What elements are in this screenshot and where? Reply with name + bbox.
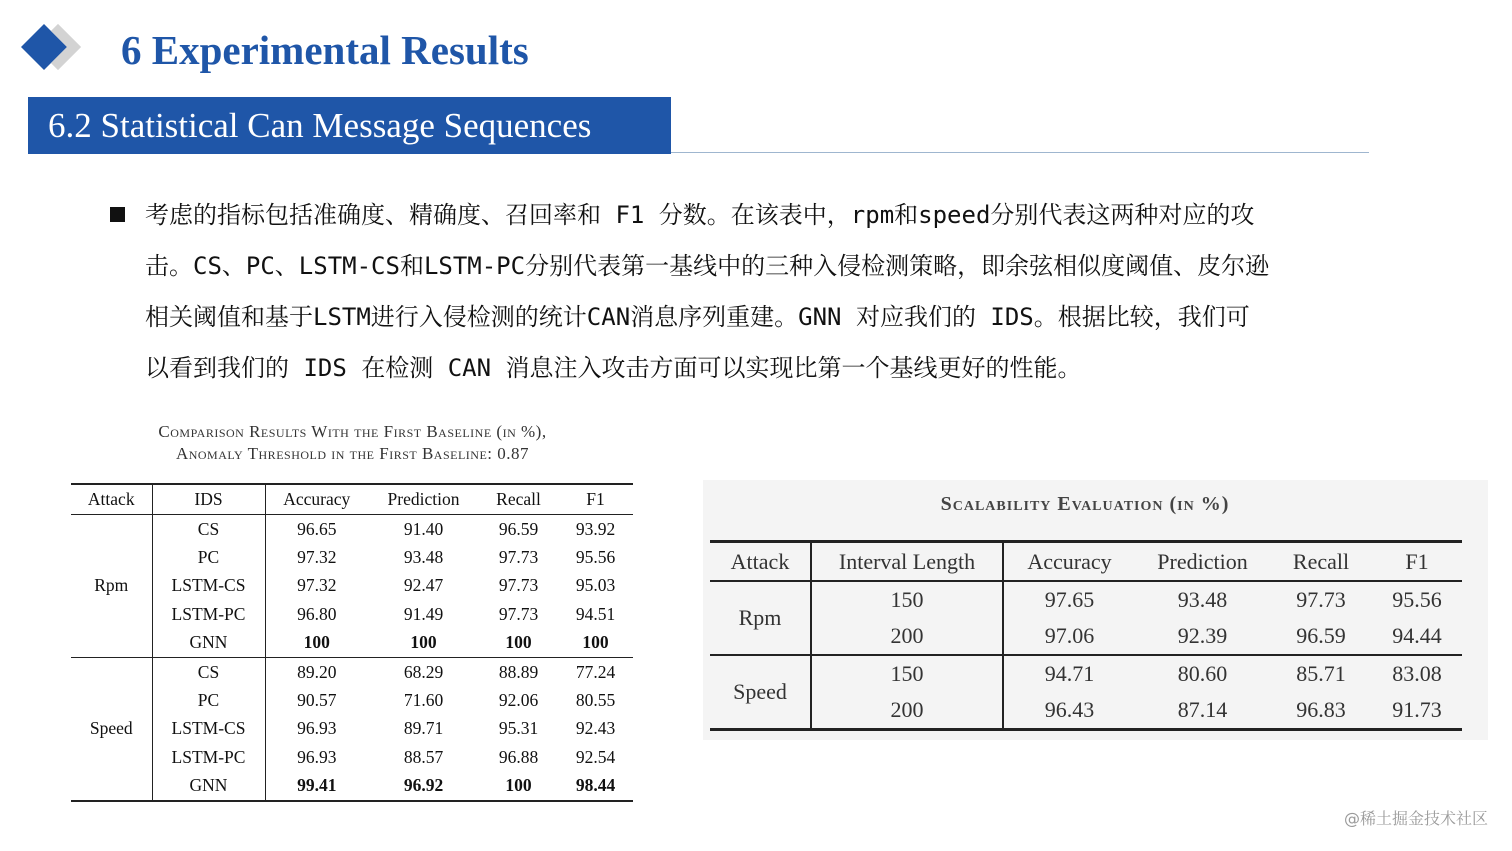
ids-cell: CS bbox=[152, 515, 265, 544]
paragraph-line: 以看到我们的 IDS 在检测 CAN 消息注入攻击方面可以实现比第一个基线更好的性能。 bbox=[145, 354, 1082, 382]
f1-cell: 91.73 bbox=[1372, 692, 1462, 730]
table-row bbox=[710, 692, 1462, 730]
prediction-cell: 80.60 bbox=[1135, 655, 1270, 692]
column-header: Recall bbox=[1270, 542, 1372, 582]
column-header: F1 bbox=[1372, 542, 1462, 582]
ids-cell: PC bbox=[152, 543, 265, 571]
column-header: F1 bbox=[558, 484, 633, 515]
f1-cell: 80.55 bbox=[575, 690, 616, 711]
ids-cell: CS bbox=[152, 657, 265, 686]
prediction-cell: 91.40 bbox=[403, 518, 444, 539]
f1-cell: 92.43 bbox=[575, 718, 616, 739]
recall-cell: 96.59 bbox=[1296, 623, 1346, 648]
recall-cell: 92.06 bbox=[498, 690, 539, 711]
recall-cell bbox=[479, 629, 558, 658]
accuracy-cell: 96.43 bbox=[1003, 692, 1135, 730]
ids-cell: LSTM-CS bbox=[152, 572, 265, 600]
bold-value: 96.92 bbox=[403, 775, 444, 796]
column-header: Accuracy bbox=[265, 484, 368, 515]
attack-cell: Rpm bbox=[71, 515, 152, 658]
bold-value: 100 bbox=[410, 632, 437, 653]
attack-cell: Speed bbox=[710, 655, 811, 730]
interval-cell: 150 bbox=[811, 655, 1003, 692]
f1-cell: 95.56 bbox=[575, 547, 616, 568]
paragraph-line: 考虑的指标包括准确度、精确度、召回率和 F1 分数。在该表中，rpm和speed分别代表这两种对应的攻 bbox=[145, 201, 1255, 229]
prediction-cell bbox=[368, 629, 479, 658]
interval-cell: 200 bbox=[811, 692, 1003, 730]
accuracy-cell: 97.65 bbox=[1044, 587, 1095, 612]
prediction-cell: 89.71 bbox=[403, 718, 444, 739]
f1-cell: 94.44 bbox=[1392, 623, 1442, 648]
accuracy-cell: 97.06 bbox=[1044, 623, 1095, 648]
accuracy-cell: 96.93 bbox=[297, 718, 337, 739]
interval-cell: 150 bbox=[811, 581, 1003, 618]
bullet-square-icon bbox=[110, 207, 125, 222]
prediction-cell: 93.48 bbox=[403, 547, 444, 568]
table2-caption-text: Scalability Evaluation (in %) bbox=[940, 493, 1230, 515]
table1-caption bbox=[70, 421, 635, 465]
accuracy-cell: 90.57 bbox=[297, 690, 337, 711]
interval-cell: 200 bbox=[811, 618, 1003, 655]
table2-caption bbox=[705, 493, 1465, 516]
watermark: @稀土掘金技术社区 bbox=[1343, 809, 1488, 828]
ids-cell: LSTM-CS bbox=[152, 715, 265, 743]
recall-cell: 85.71 bbox=[1270, 655, 1372, 692]
recall-cell: 96.83 bbox=[1270, 692, 1372, 730]
recall-cell: 96.59 bbox=[498, 518, 539, 539]
accuracy-cell bbox=[265, 772, 368, 801]
recall-cell bbox=[479, 772, 558, 801]
table-row bbox=[71, 657, 633, 686]
comparison-table bbox=[71, 483, 633, 802]
column-header: Prediction bbox=[1135, 542, 1270, 582]
page-title: 6 Experimental Results bbox=[121, 27, 529, 73]
table-row bbox=[71, 515, 633, 544]
table-row bbox=[71, 743, 633, 771]
recall-cell: 95.31 bbox=[498, 718, 539, 739]
accuracy-cell bbox=[265, 629, 368, 658]
accuracy-cell: 97.32 bbox=[297, 575, 337, 596]
bold-value: 100 bbox=[505, 775, 532, 796]
table-row bbox=[710, 655, 1462, 692]
table-row bbox=[71, 572, 633, 600]
bold-value: 100 bbox=[505, 632, 532, 653]
prediction-cell: 91.49 bbox=[403, 603, 444, 624]
column-header: Prediction bbox=[368, 484, 479, 515]
f1-cell: 95.56 bbox=[1392, 587, 1442, 612]
recall-cell: 97.73 bbox=[498, 603, 539, 624]
column-header: IDS bbox=[152, 484, 265, 515]
f1-cell: 83.08 bbox=[1372, 655, 1462, 692]
table-row bbox=[71, 715, 633, 743]
recall-cell: 97.73 bbox=[498, 547, 539, 568]
scalability-table bbox=[710, 540, 1462, 731]
prediction-cell: 92.47 bbox=[403, 575, 444, 596]
table-header-row bbox=[71, 484, 633, 515]
f1-cell: 92.54 bbox=[575, 746, 616, 767]
column-header: Accuracy bbox=[1003, 542, 1135, 582]
table-row bbox=[71, 543, 633, 571]
accuracy-cell: 97.32 bbox=[297, 547, 337, 568]
column-header: Attack bbox=[71, 484, 152, 515]
accuracy-cell: 96.65 bbox=[297, 518, 337, 539]
f1-cell: 95.03 bbox=[575, 575, 616, 596]
accuracy-cell: 89.20 bbox=[265, 657, 368, 686]
f1-cell: 77.24 bbox=[558, 657, 633, 686]
table1-caption-line: Comparison Results With the First Baseline (in %), bbox=[158, 422, 547, 441]
accuracy-cell: 94.71 bbox=[1003, 655, 1135, 692]
ids-cell: GNN bbox=[152, 772, 265, 801]
table-row bbox=[71, 629, 633, 658]
ids-cell: PC bbox=[152, 686, 265, 714]
recall-cell: 97.73 bbox=[1296, 587, 1346, 612]
description-paragraph bbox=[145, 190, 1430, 394]
recall-cell: 88.89 bbox=[479, 657, 558, 686]
f1-cell bbox=[558, 772, 633, 801]
bold-value: 100 bbox=[303, 632, 330, 653]
prediction-cell: 93.48 bbox=[1177, 587, 1228, 612]
accuracy-cell: 96.93 bbox=[297, 746, 337, 767]
table-header-row bbox=[710, 542, 1462, 582]
recall-cell: 96.88 bbox=[498, 746, 539, 767]
paragraph-line: 击。CS、PC、LSTM-CS和LSTM-PC分别代表第一基线中的三种入侵检测策略，即余弦相似度阈值、皮尔逊 bbox=[145, 252, 1270, 280]
ids-cell: LSTM-PC bbox=[152, 600, 265, 628]
prediction-cell: 68.29 bbox=[368, 657, 479, 686]
section-divider bbox=[671, 152, 1369, 153]
ids-cell: GNN bbox=[152, 629, 265, 658]
column-header: Interval Length bbox=[811, 542, 1003, 582]
table-row bbox=[710, 581, 1462, 618]
logo-icon bbox=[18, 22, 98, 72]
recall-cell: 97.73 bbox=[498, 575, 539, 596]
bold-value: 99.41 bbox=[297, 775, 337, 796]
attack-cell: Speed bbox=[71, 657, 152, 800]
f1-cell: 94.51 bbox=[575, 603, 616, 624]
table-row bbox=[71, 600, 633, 628]
attack-cell: Rpm bbox=[710, 581, 811, 655]
table-row bbox=[710, 618, 1462, 655]
accuracy-cell: 96.80 bbox=[297, 603, 337, 624]
prediction-cell: 87.14 bbox=[1135, 692, 1270, 730]
f1-cell: 93.92 bbox=[575, 518, 616, 539]
table1-caption-line: Anomaly Threshold in the First Baseline: 0.87 bbox=[175, 444, 530, 463]
column-header: Attack bbox=[710, 542, 811, 582]
table-row bbox=[71, 686, 633, 714]
table-row bbox=[71, 772, 633, 801]
prediction-cell: 92.39 bbox=[1177, 623, 1228, 648]
bold-value: 98.44 bbox=[575, 775, 616, 796]
prediction-cell: 88.57 bbox=[403, 746, 444, 767]
section-heading: 6.2 Statistical Can Message Sequences bbox=[28, 97, 671, 154]
paragraph-line: 相关阈值和基于LSTM进行入侵检测的统计CAN消息序列重建。GNN 对应我们的 IDS。根据比较，我们可 bbox=[145, 303, 1250, 331]
prediction-cell: 71.60 bbox=[403, 690, 444, 711]
ids-cell: LSTM-PC bbox=[152, 743, 265, 771]
column-header: Recall bbox=[479, 484, 558, 515]
f1-cell bbox=[558, 629, 633, 658]
bold-value: 100 bbox=[582, 632, 609, 653]
prediction-cell bbox=[368, 772, 479, 801]
